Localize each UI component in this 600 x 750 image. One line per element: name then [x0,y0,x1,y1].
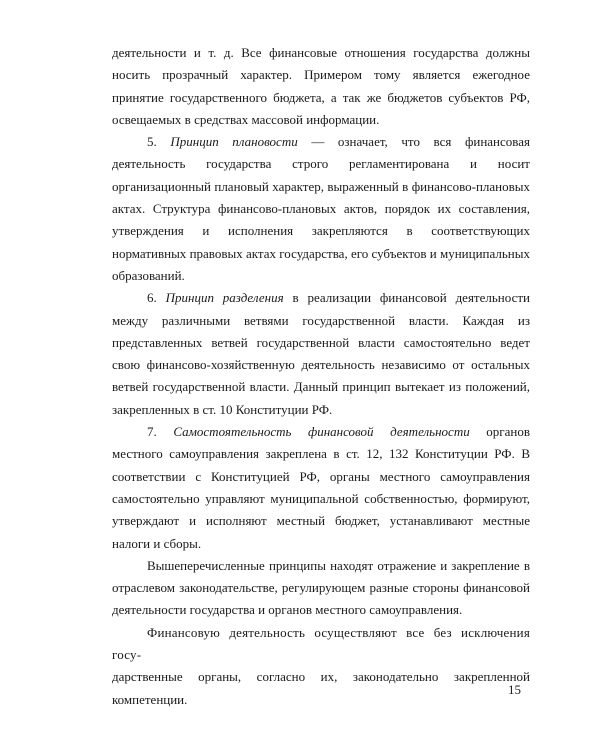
page-number: 15 [508,682,521,697]
conclusion-line-1: Финансовую деятельность осуществляют все без исключения госу- [112,624,530,663]
principle-5-text: — означает, что вся финансовая деятельность государства строго регламентирована и носит организационный плановый характер, выраженный в финансово-плановых актах. Структура финансово-плановых актов, порядок их составления, утверждения и исполнения закрепляются в соответствующих нормативных правовых актах государства, его субъектов и муниципальных образований. [112,134,531,283]
body-text [112,42,530,711]
principle-7-text: органов местного самоуправления закреплена в ст. 12, 132 Конституции РФ. В соответствии с Конституцией РФ, органы местного самоуправления самостоятельно управляют муниципальной собственностью, формируют, утверждают и исполняют местный бюджет, устанавливают местные налоги и сборы. [112,424,530,551]
paragraph-principle-7 [112,421,530,555]
conclusion-line-3: компетенции. [112,691,188,707]
paragraph-conclusion [112,622,530,711]
conclusion-line-2: дарственные органы, согласно их, законодательно закрепленной [112,669,530,685]
principle-5-number: 5. [147,134,157,150]
principle-7-term: Самостоятельность финансовой деятельности [173,424,470,440]
principle-6-text: в реализации финансовой деятельности между различными ветвями государственной власти. Каждая из представленных ветвей государственной власти самостоятельно ведет свою финансово-хозяйственную деятельность независимо от остальных ветвей государственной власти. Данный принцип вытекает из положений, закрепленных в ст. 10 Конституции РФ. [112,290,530,417]
paragraph-continuation: деятельности и т. д. Все финансовые отношения государства должны носить прозрачный характер. Примером тому является ежегодное принятие государственного бюджета, а так же бюджетов субъектов РФ, освещаемых в средствах массовой информации. [112,45,530,127]
principle-7-number: 7. [147,424,157,440]
paragraph-principle-6 [112,287,530,421]
paragraph-summary: Вышеперечисленные принципы находят отражение и закрепление в отраслевом законодательстве, регулирующем разные стороны финансовой деятельности государства и органов местного самоуправления. [112,557,530,618]
principle-6-term: Принцип разделения [165,290,284,306]
paragraph-principle-5 [112,131,530,287]
principle-6-number: 6. [147,290,157,306]
principle-5-term: Принцип плановости [170,134,298,150]
